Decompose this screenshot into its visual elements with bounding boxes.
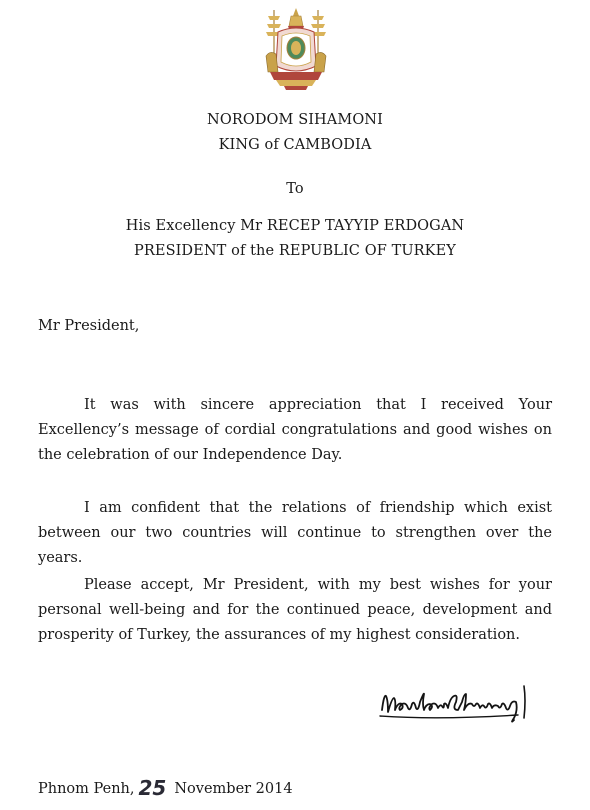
date-day: 25 [138,776,167,800]
sender-title: KING of CAMBODIA [218,137,372,153]
date-month-year: November 2014 [174,781,293,797]
recipient-title: PRESIDENT of the REPUBLIC OF TURKEY [134,243,456,259]
date-line [38,776,293,800]
salutation: Mr President, [38,318,140,334]
royal-emblem-icon [262,6,330,92]
date-place: Phnom Penh, [38,781,135,797]
body-paragraph-3: Please accept, Mr President, with my best wishes for your personal well-being and for the continued peace, development and prosperity of Turkey, the assurances of my highest consideration. [38,577,552,643]
signature-icon [378,680,538,724]
body-paragraph-1: It was with sincere appreciation that I received Your Excellency’s message of cordial congratulations and good wishes on the celebration of our Independence Day. [38,397,552,463]
body-paragraph-2: I am confident that the relations of friendship which exist between our two countries will continue to strengthen over the years. [38,500,552,566]
recipient-name: His Excellency Mr RECEP TAYYIP ERDOGAN [125,218,465,234]
sender-name: NORODOM SIHAMONI [207,112,383,128]
to-label: To [286,181,304,197]
